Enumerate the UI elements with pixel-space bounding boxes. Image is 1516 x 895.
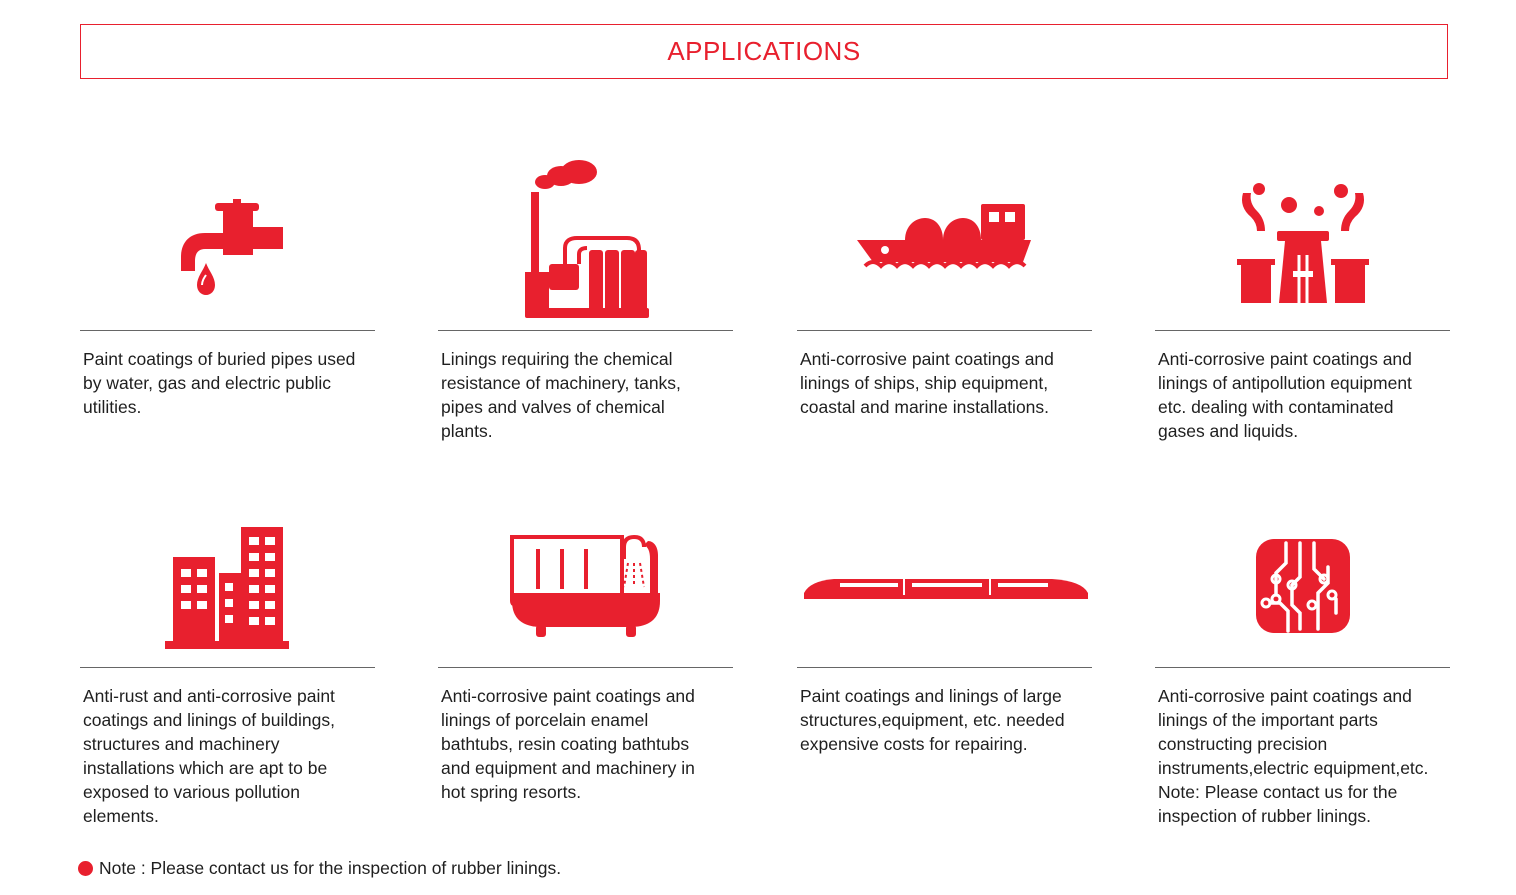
divider: [80, 667, 375, 668]
divider: [797, 330, 1092, 331]
bullet-dot-icon: [78, 861, 93, 876]
application-card-bathtubs: [438, 505, 733, 804]
chemical-plant-icon: [438, 150, 733, 330]
application-card-ships: [797, 150, 1092, 419]
applications-title-box: [80, 24, 1448, 79]
bathtub-icon: [438, 505, 733, 667]
application-description: Anti-corrosive paint coatings and linings of the important parts constructing precision instruments,electric equipment,etc. Note: Please contact us for the inspection of rubber linings.: [1158, 686, 1429, 826]
divider: [1155, 330, 1450, 331]
divider: [1155, 667, 1450, 668]
application-card-buildings: [80, 505, 375, 828]
footer-note: [78, 858, 561, 879]
divider: [438, 330, 733, 331]
buildings-icon: [80, 505, 375, 667]
train-icon: [797, 505, 1092, 667]
ship-icon: [797, 150, 1092, 330]
application-description: Anti-corrosive paint coatings and linings of ships, ship equipment, coastal and marine installations.: [800, 349, 1054, 417]
faucet-icon: [80, 150, 375, 330]
antipollution-equipment-icon: [1155, 150, 1450, 330]
application-description: Anti-corrosive paint coatings and linings of antipollution equipment etc. dealing with contaminated gases and liquids.: [1158, 349, 1412, 441]
page-title: APPLICATIONS: [667, 36, 861, 66]
application-description: Paint coatings of buried pipes used by water, gas and electric public utilities.: [83, 349, 356, 417]
application-card-precision-instruments: [1155, 505, 1450, 828]
application-description: Anti-corrosive paint coatings and linings of porcelain enamel bathtubs, resin coating bathtubs and equipment and machinery in hot spring resorts.: [441, 686, 695, 802]
application-description: Linings requiring the chemical resistance of machinery, tanks, pipes and valves of chemical plants.: [441, 349, 681, 441]
footer-note-text: Note : Please contact us for the inspection of rubber linings.: [99, 858, 562, 878]
circuit-chip-icon: [1155, 505, 1450, 667]
application-card-large-structures: [797, 505, 1092, 756]
divider: [80, 330, 375, 331]
application-card-chemical-plants: [438, 150, 733, 443]
divider: [438, 667, 733, 668]
application-description: Anti-rust and anti-corrosive paint coatings and linings of buildings, structures and machinery installations which are apt to be exposed to various pollution elements.: [83, 686, 335, 826]
application-description: Paint coatings and linings of large structures,equipment, etc. needed expensive costs for repairing.: [800, 686, 1065, 754]
application-card-buried-pipes: [80, 150, 375, 419]
application-card-antipollution: [1155, 150, 1450, 443]
divider: [797, 667, 1092, 668]
